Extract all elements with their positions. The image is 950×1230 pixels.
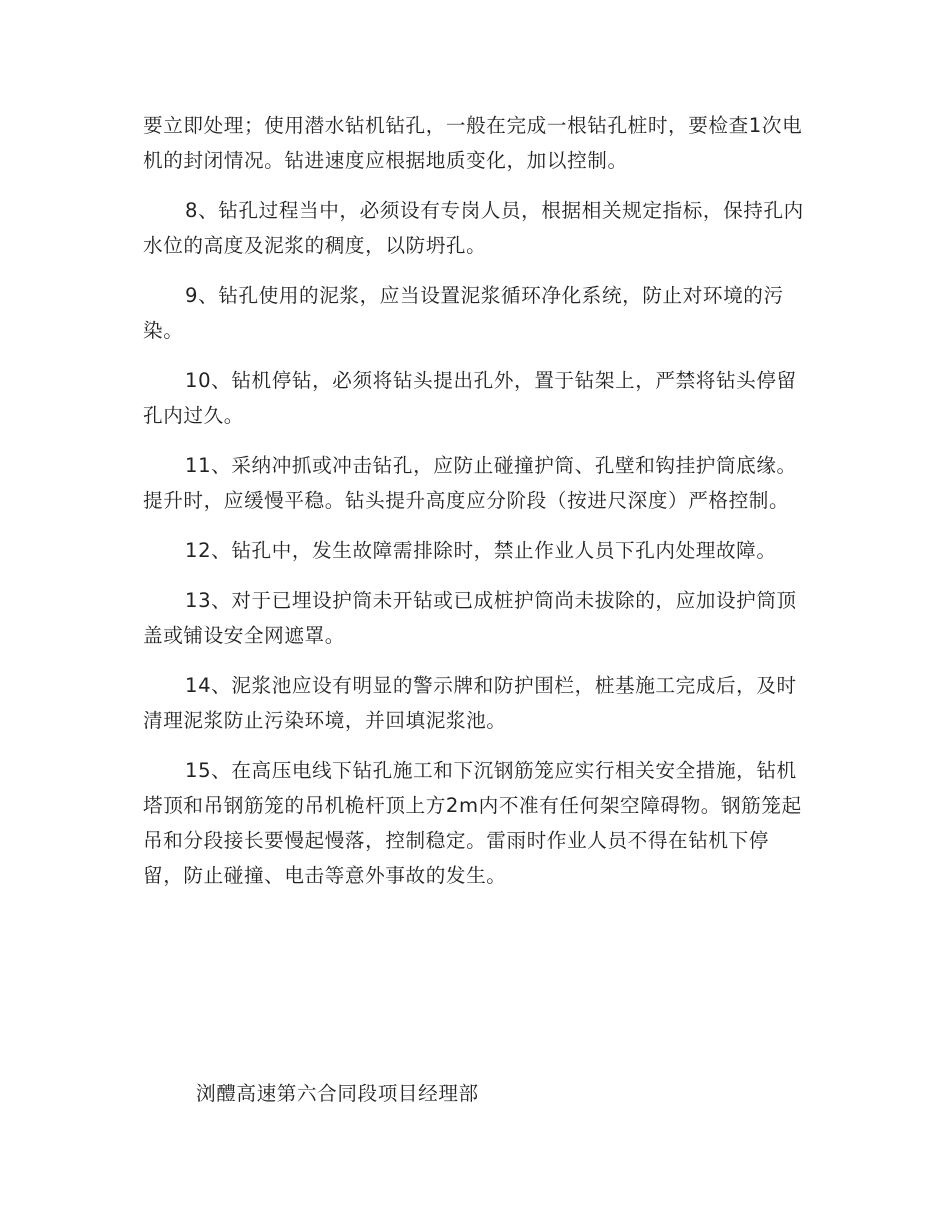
paragraph-item-13: 13、对于已埋设护筒未开钻或已成桩护筒尚未拔除的，应加设护筒顶盖或铺设安全网遮罩。 [143, 589, 797, 647]
paragraph-item-8: 8、钻孔过程当中，必须设有专岗人员，根据相关规定指标，保持孔内水位的高度及泥浆的稠度，以防坍孔。 [143, 199, 804, 257]
paragraph-continuation: 要立即处理；使用潜水钻机钻孔，一般在完成一根钻孔桩时，要检查1次电机的封闭情况。钻进速度应根据地质变化，加以控制。 [143, 114, 803, 172]
paragraph-item-11: 11、采纳冲抓或冲击钻孔，应防止碰撞护筒、孔壁和钩挂护筒底缘。提升时，应缓慢平稳。钻头提升高度应分阶段（按进尺深度）严格控制。 [143, 454, 797, 512]
document-body [143, 108, 808, 908]
paragraph-item-10: 10、钻机停钻，必须将钻头提出孔外，置于钻架上，严禁将钻头停留孔内过久。 [143, 369, 797, 427]
paragraph-item-9: 9、钻孔使用的泥浆，应当设置泥浆循环净化系统，防止对环境的污染。 [143, 284, 784, 342]
paragraph-item-14: 14、泥浆池应设有明显的警示牌和防护围栏，桩基施工完成后，及时清理泥浆防止污染环境，并回填泥浆池。 [143, 674, 797, 732]
document-signature: 浏醴高速第六合同段项目经理部 [196, 1082, 479, 1105]
paragraph-item-15: 15、在高压电线下钻孔施工和下沉钢筋笼应实行相关安全措施，钻机塔顶和吊钢筋笼的吊机桅杆顶上方2m内不准有任何架空障碍物。钢筋笼起吊和分段接长要慢起慢落，控制稳定。雷雨时作业人员不得在钻机下停留，防止碰撞、电击等意外事故的发生。 [143, 759, 802, 887]
paragraph-item-12: 12、钻孔中，发生故障需排除时，禁止作业人员下孔内处理故障。 [185, 539, 777, 562]
